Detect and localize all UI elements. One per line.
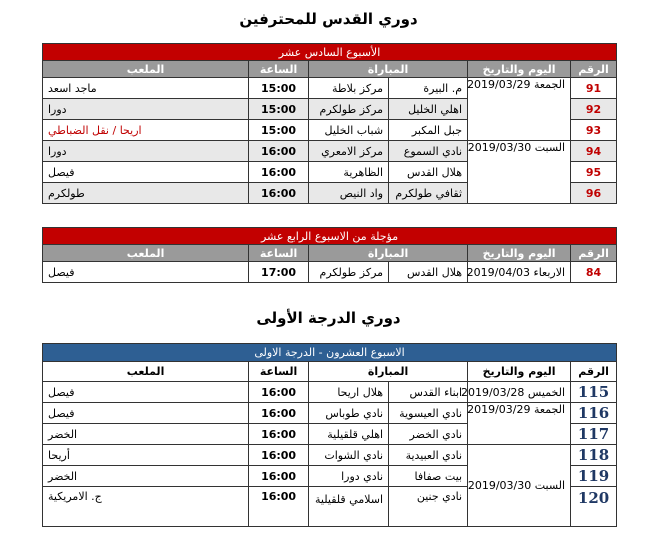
match-number: 95 (571, 162, 617, 183)
match-stadium: فيصل (43, 403, 249, 424)
match-time: 15:00 (249, 120, 309, 141)
match-number: 84 (571, 262, 617, 283)
header-day-date: اليوم والتاريخ (468, 61, 571, 78)
match-date: السبت 2019/03/30 (468, 445, 571, 527)
header-time: الساعة (249, 362, 309, 382)
match-stadium: الخضر (43, 466, 249, 487)
match-time: 16:00 (249, 162, 309, 183)
match-time: 16:00 (249, 141, 309, 162)
team-home: نادي جنين (389, 487, 468, 527)
match-number: 96 (571, 183, 617, 204)
header-num: الرقم (571, 61, 617, 78)
team-away: اهلي قلقيلية (309, 424, 389, 445)
header-time: الساعة (249, 61, 309, 78)
team-home: ابناء القدس (389, 382, 468, 403)
match-time: 16:00 (249, 424, 309, 445)
match-time: 16:00 (249, 466, 309, 487)
match-stadium: ماجد اسعد (43, 78, 249, 99)
match-number: 118 (571, 445, 617, 466)
first-division-table (42, 343, 617, 527)
match-number: 120 (571, 487, 617, 527)
postponed-table (42, 227, 617, 283)
match-number: 94 (571, 141, 617, 162)
team-away: هلال اريحا (309, 382, 389, 403)
header-stadium: الملعب (43, 245, 249, 262)
table-row (43, 262, 617, 283)
header-stadium: الملعب (43, 61, 249, 78)
header-day-date: اليوم والتاريخ (468, 245, 571, 262)
match-time: 15:00 (249, 78, 309, 99)
team-home: م. البيرة (389, 78, 468, 99)
header-day-date: اليوم والتاريخ (468, 362, 571, 382)
team-away: مركز طولكرم (309, 99, 389, 120)
match-number: 119 (571, 466, 617, 487)
team-home: جبل المكبر (389, 120, 468, 141)
header-stadium: الملعب (43, 362, 249, 382)
match-stadium: فيصل (43, 382, 249, 403)
match-stadium: اريحا / نقل الضباطي (43, 120, 249, 141)
team-away: واد النيص (309, 183, 389, 204)
team-away: نادي طوباس (309, 403, 389, 424)
week-banner: الاسبوع العشرون - الدرجة الاولى (43, 344, 617, 362)
match-stadium: ج. الامريكية (43, 487, 249, 527)
match-date: الاربعاء 2019/04/03 (468, 262, 571, 283)
team-home: نادي العيسوية (389, 403, 468, 424)
team-home: هلال القدس (389, 262, 468, 283)
table-row (43, 382, 617, 403)
team-away: نادي الشوات (309, 445, 389, 466)
team-away: مركز طولكرم (309, 262, 389, 283)
pro-league-table (42, 43, 617, 204)
team-home: نادي العبيدية (389, 445, 468, 466)
header-num: الرقم (571, 245, 617, 262)
match-number: 91 (571, 78, 617, 99)
header-num: الرقم (571, 362, 617, 382)
team-away: الظاهرية (309, 162, 389, 183)
match-number: 92 (571, 99, 617, 120)
match-number: 115 (571, 382, 617, 403)
team-home: نادي الخضر (389, 424, 468, 445)
team-home: نادي السموع (389, 141, 468, 162)
match-stadium: أريحا (43, 445, 249, 466)
match-time: 16:00 (249, 487, 309, 527)
team-away: اسلامي قلقيلية (309, 487, 389, 527)
header-match: المباراة (309, 61, 468, 78)
week-banner: الأسبوع السادس عشر (43, 44, 617, 61)
match-date: السبت 2019/03/30 (468, 141, 571, 204)
team-home: هلال القدس (389, 162, 468, 183)
table-row (43, 403, 617, 424)
header-match: المباراة (309, 362, 468, 382)
postponed-banner: مؤجلة من الاسبوع الرابع عشر (43, 228, 617, 245)
header-time: الساعة (249, 245, 309, 262)
table-row (43, 141, 617, 162)
team-away: مركز بلاطة (309, 78, 389, 99)
team-home: ثقافي طولكرم (389, 183, 468, 204)
match-stadium: الخضر (43, 424, 249, 445)
match-time: 16:00 (249, 445, 309, 466)
match-number: 117 (571, 424, 617, 445)
match-stadium: دورا (43, 99, 249, 120)
team-away: نادي دورا (309, 466, 389, 487)
match-time: 16:00 (249, 403, 309, 424)
match-time: 17:00 (249, 262, 309, 283)
team-home: اهلي الخليل (389, 99, 468, 120)
team-home: بيت صفافا (389, 466, 468, 487)
match-stadium: فيصل (43, 262, 249, 283)
match-stadium: فيصل (43, 162, 249, 183)
match-stadium: دورا (43, 141, 249, 162)
team-away: مركز الامعري (309, 141, 389, 162)
match-stadium: طولكرم (43, 183, 249, 204)
table-row (43, 78, 617, 99)
match-date: الجمعة 2019/03/29 (468, 403, 571, 445)
table-row (43, 445, 617, 466)
match-date: الخميس 2019/03/28 (468, 382, 571, 403)
match-time: 16:00 (249, 183, 309, 204)
first-division-title: دوري الدرجة الأولى (256, 309, 401, 327)
match-time: 16:00 (249, 382, 309, 403)
team-away: شباب الخليل (309, 120, 389, 141)
match-number: 116 (571, 403, 617, 424)
pro-league-title: دوري القدس للمحترفين (239, 10, 418, 28)
match-time: 15:00 (249, 99, 309, 120)
match-number: 93 (571, 120, 617, 141)
header-match: المباراة (309, 245, 468, 262)
match-date: الجمعة 2019/03/29 (468, 78, 571, 141)
